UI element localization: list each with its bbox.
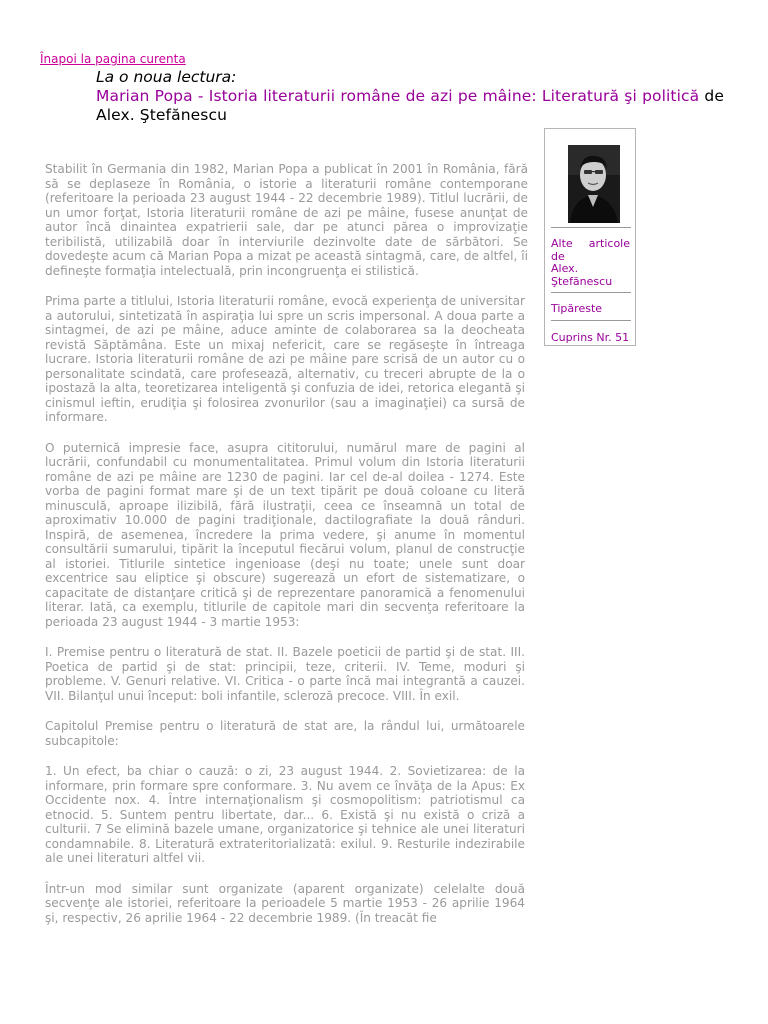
print-link[interactable]: Tipăreste: [551, 302, 603, 315]
issue-contents-link[interactable]: Cuprins Nr. 51: [551, 330, 630, 344]
article-paragraph: I. Premise pentru o literatură de stat. II. Bazele poeticii de partid şi de stat. III. Poetica de partid şi de stat: principii, teze, criterii. IV. Teme, moduri şi probleme. V. Genuri relative. VI. Critica - o parte încă mai integrantă a cauzei. VII. Bilanţul unui început: boli infantile, scleroză precoce. VIII. În exil.: [45, 645, 525, 703]
other-articles-word: Ştefănescu: [551, 274, 613, 288]
article-title: [96, 87, 724, 125]
other-articles-link[interactable]: [551, 238, 630, 288]
article-paragraph: Prima parte a titlului, Istoria literaturii române, evocă experienţa de universitar a autorului, sintetizată în aspiraţia lui spre un scris impersonal. A doua parte a sintagmei, de azi pe mâine, aduce aminte de colaborarea sa la deocheata revistă Săptămâna. Este un mixaj nefericit, care se regăseşte în întreaga lucrare. Istoria literaturii române de azi pe mâine pare scrisă de un autor cu o personalitate scindată, care profesează, alternativ, cu treceri abrupte de la o ipostază la alta, teoretizarea inteligentă şi confuzia de idei, retorica elegantă şi cinismul ieftin, erudiţia şi folosirea zvonurilor (sau a imaginaţiei) ca sursă de informare.: [45, 294, 525, 424]
other-articles-word: Alte: [551, 237, 573, 250]
sidebar-divider: [551, 320, 631, 321]
sidebar-divider: [551, 227, 631, 228]
other-articles-line: [551, 238, 630, 251]
back-to-current-page-link[interactable]: Înapoi la pagina curenta: [40, 52, 186, 66]
other-articles-word: articole: [588, 237, 630, 250]
other-articles-word: Alex.: [551, 262, 579, 275]
author-photo: [568, 145, 620, 223]
article-title-text: Marian Popa - Istoria literaturii române de azi pe mâine: Literatură şi politică: [96, 87, 700, 105]
article-paragraph: 1. Un efect, ba chiar o cauză: o zi, 23 august 1944. 2. Sovietizarea: de la informare, prin formare spre conformare. 3. Nu avem ce învăţa de la Apus: Ex Occidente nox. 4. Între internaţionalism şi cosmopolitism: patriotismul ca etnocid. 5. Suntem pentru libertate, dar... 6. Există şi nu există o criză a culturii. 7 Se elimină bazele umane, organizatorice şi tehnice ale unei literaturi condamnabile. 8. Literatură extrateritorializată: exilul. 9. Resturile indezirabile ale unei literaturi altfel vii.: [45, 764, 525, 865]
byline-author: Alex. Ştefănescu: [96, 106, 227, 124]
article-sidebar: [544, 128, 636, 346]
other-articles-word: de: [551, 249, 565, 263]
article-paragraph: Într-un mod similar sunt organizate (aparent organizate) celelalte două secvenţe ale istoriei, referitoare la perioadele 5 martie 1953 - 26 aprilie 1964 şi, respectiv, 26 aprilie 1964 - 22 decembrie 1989. (În treacăt fie: [45, 881, 525, 925]
article-kicker: La o noua lectura:: [96, 68, 237, 86]
article-paragraph: O puternică impresie face, asupra cititorului, numărul mare de pagini al lucrării, confundabil cu monumentalitatea. Primul volum din Istoria literaturii române de azi pe mâine are 1230 de pagini. Iar cel de-al doilea - 1274. Este vorba de pagini format mare şi de un text tipărit pe două coloane cu literă minusculă, aproape ilizibilă, fără ilustraţii, ceea ce înseamnă un total de aproximativ 10.000 de pagini tradiţionale, dactilografiate la două rânduri. Inspiră, de asemenea, încredere la prima vedere, şi anume în momentul consultării sumarului, tipărit la începutul fiecărui volum, planul de construcţie al istoriei. Titlurile sintetice ingenioase (deşi nu toate; unele sunt doar excentrice sau eliptice şi obscure) sugerează un efort de sistematizare, o capacitate de distanţare critică şi de reprezentare panoramică a fenomenului literar. Iată, ca exemplu, titlurile de capitole mari din secvenţa referitoare la perioada 23 august 1944 - 3 martie 1953:: [45, 440, 525, 629]
article-body: [45, 162, 528, 941]
byline-prefix: de: [704, 87, 724, 105]
article-paragraph: Stabilit în Germania din 1982, Marian Popa a publicat în 2001 în România, fără să se deplaseze în România, o istorie a literaturii române contemporane (referitoare la perioada 23 august 1944 - 22 decembrie 1989). Titlul lucrării, de un umor forţat, Istoria literaturii române de azi pe mâine, fusese anunţat de autor încă dinaintea expatrierii sale, dar pe atunci părea o improvizaţie teribilistă, utilizabilă doar în interviurile dezinvolte date de sărbători. Se dovedeşte acum că Marian Popa a mizat pe această sintagmă, care, de altfel, îi defineşte formaţia intelectuală, prin incongruenţa ei stilistică.: [45, 162, 528, 278]
article-header: [96, 68, 724, 125]
sidebar-divider: [551, 292, 631, 293]
article-paragraph: Capitolul Premise pentru o literatură de stat are, la rândul lui, următoarele subcapitole:: [45, 719, 525, 748]
